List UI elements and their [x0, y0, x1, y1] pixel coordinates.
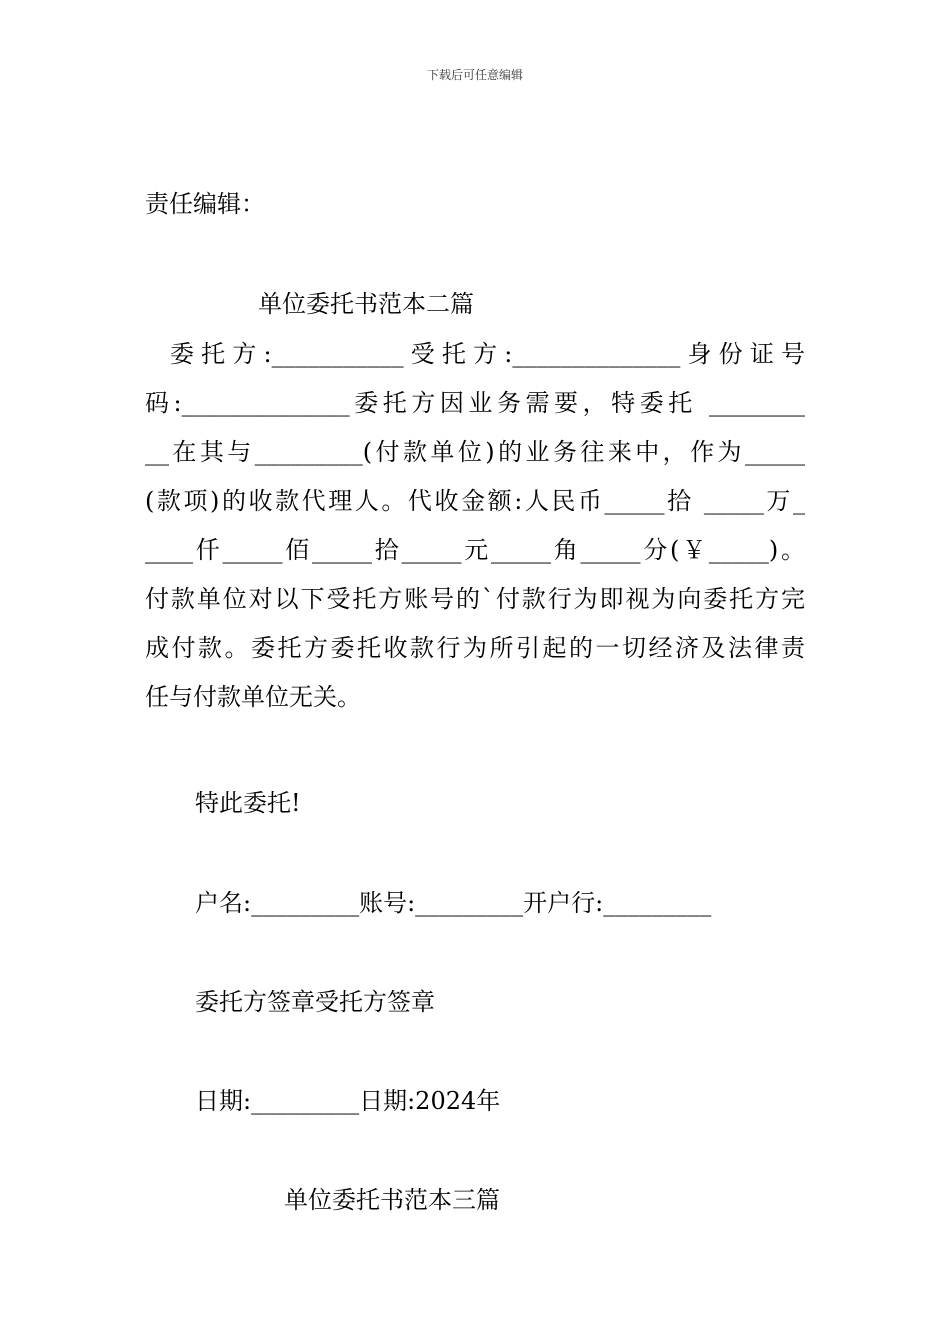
- paragraph-line: ____仟_____佰_____拾_____元_____角_____分(￥_____)。: [145, 536, 805, 564]
- paragraph-line: 任与付款单位无关。: [145, 683, 361, 711]
- paragraph-line: 成付款。委托方委托收款行为所引起的一切经济及法律责: [145, 634, 805, 662]
- editor-label: 责任编辑：: [145, 190, 265, 218]
- closing-text: 特此委托!: [195, 789, 301, 817]
- account-info-line: 户名:_________账号:_________开户行:_________: [195, 889, 712, 917]
- paragraph-line: 码:______________委托方因业务需要，特委托 ________: [145, 389, 805, 417]
- paragraph-line: 付款单位对以下受托方账号的`付款行为即视为向委托方完: [145, 585, 805, 613]
- paragraph-line: __在其与_________(付款单位)的业务往来中，作为_____: [145, 438, 805, 466]
- page-header-note: 下载后可任意编辑: [426, 68, 523, 82]
- date-line: 日期:_________日期:2024年: [195, 1087, 501, 1115]
- paragraph-line: 委托方:___________受托方:______________身份证号: [170, 340, 805, 368]
- section-title: 单位委托书范本二篇: [258, 290, 474, 318]
- next-section-title: 单位委托书范本三篇: [284, 1186, 500, 1214]
- body-paragraph: [145, 330, 805, 722]
- paragraph-line: (款项)的收款代理人。代收金额:人民币_____拾 _____万_: [145, 487, 805, 515]
- signature-line: 委托方签章受托方签章: [195, 988, 435, 1016]
